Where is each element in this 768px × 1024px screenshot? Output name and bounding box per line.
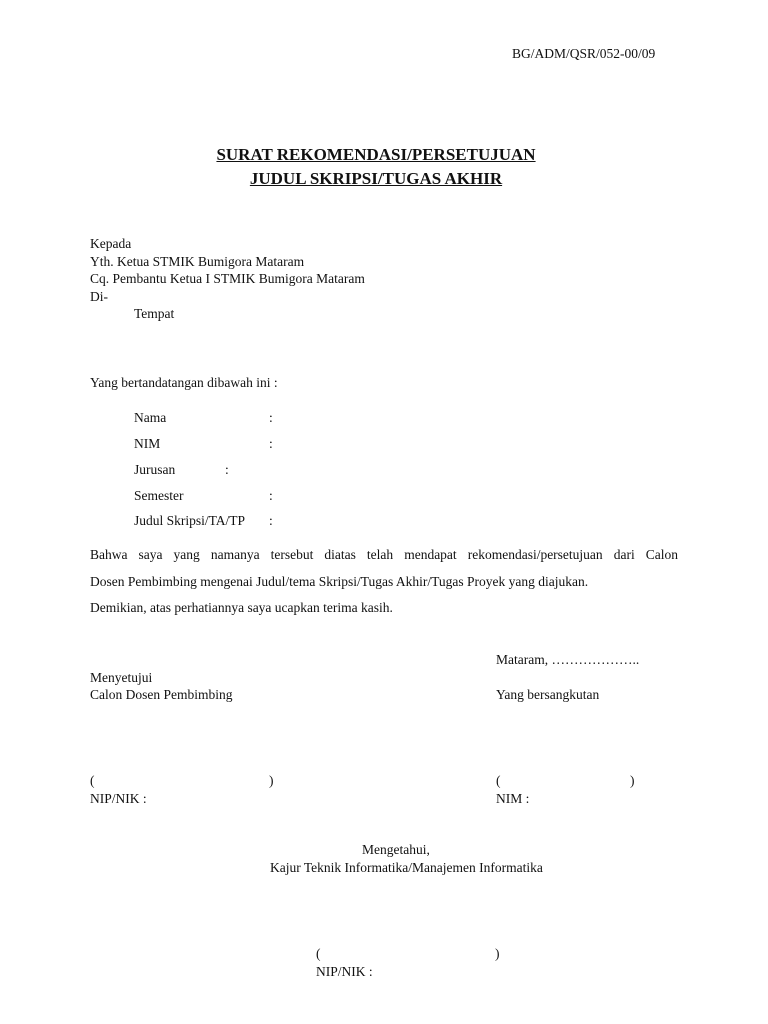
field-nama-colon: : [269,410,273,425]
right-signature-close: ) [630,773,635,788]
left-role: Calon Dosen Pembimbing [90,687,233,702]
left-id: NIP/NIK : [90,791,147,806]
left-heading: Menyetujui [90,670,153,685]
field-jurusan-label: Jurusan [134,462,176,477]
field-judul-label: Judul Skripsi/TA/TP [134,513,246,528]
left-signature-open: ( [90,773,95,788]
title-line-1: SURAT REKOMENDASI/PERSETUJUAN [216,145,536,164]
left-signature-close: ) [269,773,274,788]
bottom-signature-open: ( [316,946,321,961]
address-kepada: Kepada [90,236,132,251]
bottom-heading: Mengetahui, [362,842,430,857]
bottom-role: Kajur Teknik Informatika/Manajemen Informatika [270,860,543,875]
field-nim-label: NIM [134,436,161,451]
body-line-1: Bahwa saya yang namanya tersebut diatas telah mendapat rekomendasi/persetujuan dari Calon [90,547,678,562]
field-nama-label: Nama [134,410,167,425]
field-semester-colon: : [269,488,273,503]
title-line-2: JUDUL SKRIPSI/TUGAS AKHIR [249,169,503,188]
intro-text: Yang bertandatangan dibawah ini : [90,375,278,390]
field-semester-label: Semester [134,488,184,503]
address-di: Di- [90,289,108,304]
field-judul-colon: : [269,513,273,528]
body-line-2: Dosen Pembimbing mengenai Judul/tema Skripsi/Tugas Akhir/Tugas Proyek yang diajukan. [90,574,589,589]
address-tempat: Tempat [134,306,175,321]
place-date: Mataram, ……………….. [496,652,640,667]
bottom-id: NIP/NIK : [316,964,373,979]
body-line-3: Demikian, atas perhatiannya saya ucapkan terima kasih. [90,600,393,615]
address-line-1: Yth. Ketua STMIK Bumigora Mataram [90,254,305,269]
bottom-signature-close: ) [495,946,500,961]
address-line-2: Cq. Pembantu Ketua I STMIK Bumigora Mataram [90,271,365,286]
field-nim-colon: : [269,436,273,451]
right-id: NIM : [496,791,530,806]
document-code: BG/ADM/QSR/052-00/09 [512,46,656,61]
field-jurusan-colon: : [225,462,229,477]
right-signature-open: ( [496,773,501,788]
right-role: Yang bersangkutan [496,687,600,702]
